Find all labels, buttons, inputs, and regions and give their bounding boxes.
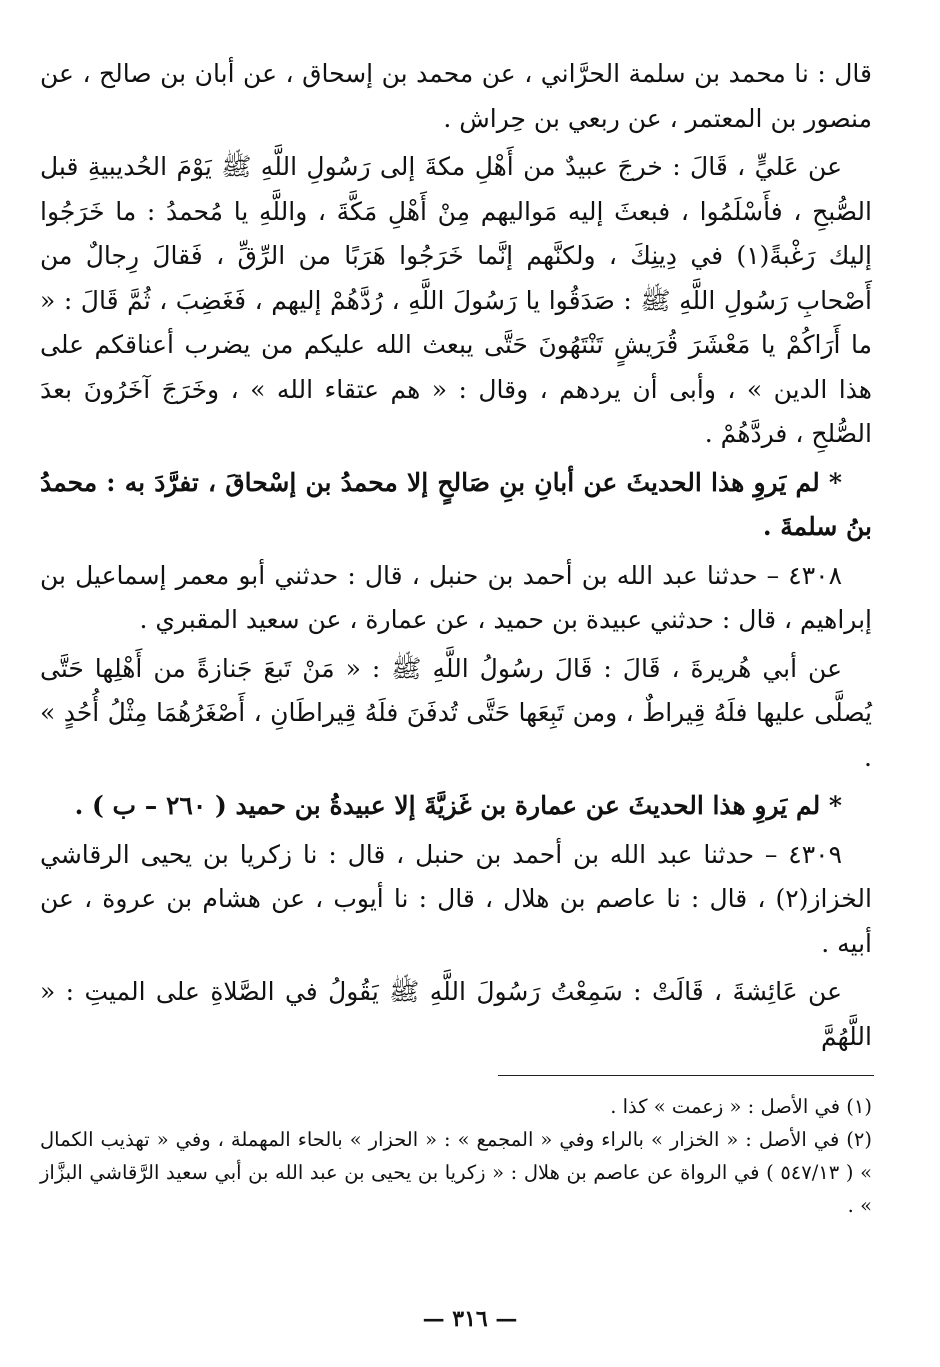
page-body [40, 52, 872, 1063]
footnote-2: (٢) في الأصل : « الخزار » بالراء وفي « المجمع » : « الحزار » بالحاء المهملة ، وفي « تهذيب الكمال » ( ٥٤٧/١٣ ) في الرواة عن عاصم بن هلال : « زكريا بن يحيى بن عبد الله بن أبي سعيد الرَّقاشي البزَّاز » . [40, 1128, 872, 1217]
footnotes [40, 1074, 872, 1222]
hadith-text-abu-hurayra: عن أبي هُريرةَ ، قَالَ : قَالَ رسُولُ اللَّهِ ﷺ : « مَنْ تَبعَ جَنازةً من أَهْلِها حَتَّى يُصلَّى عليها فلَهُ قِيراطٌ ، ومن تَبِعَها حَتَّى تُدفَنَ فلَهُ قِيراطَانِ ، أَصْغَرُهُمَا مِثْلُ أُحُدٍ » . [40, 653, 872, 772]
page-number: — ٣١٦ — [422, 1306, 518, 1332]
footnote-1: (١) في الأصل : « زعمت » كذا . [610, 1095, 872, 1118]
narration-note: * لم يَروِ هذا الحديثَ عن عمارة بن غَزيَّةَ إلا عبيدةُ بن حميد ( ٢٦٠ – ب ) . [74, 791, 842, 820]
narration-note: * لم يَروِ هذا الحديثَ عن أبانِ بنِ صَالحٍ إلا محمدُ بن إسْحاقَ ، تفرَّدَ به : محمدُ بنُ سلمةَ . [40, 467, 872, 541]
hadith-text-aisha: عن عَائِشةَ ، قَالَتْ : سَمِعْتُ رَسُولَ اللَّهِ ﷺ يَقُولُ في الصَّلاةِ على الميتِ : « اللَّهُمَّ [40, 977, 872, 1051]
isnad-paragraph: قال : نا محمد بن سلمة الحرَّاني ، عن محمد بن إسحاق ، عن أبان بن صالح ، عن منصور بن المعتمر ، عن ربعي بن حِراش . [40, 59, 872, 133]
hadith-text-ali: عن عَليٍّ ، قَالَ : خرجَ عبيدٌ من أَهْلِ مكةَ إلى رَسُولِ اللَّهِ ﷺ يَوْمَ الحُديبيةِ قبل الصُّبحِ ، فأَسْلَمُوا ، فبعثَ إليه مَواليهم مِنْ أَهْلِ مَكَّةَ ، واللَّهِ يا مُحمدُ : ما خَرَجُوا إليك رَغْبةً(١) في دِينِكَ ، ولكنَّهم إنَّما خَرَجُوا هَرَبًا من الرِّقِّ ، فَقالَ رِجالٌ من أَصْحابِ رَسُولِ اللَّهِ ﷺ : صَدَقُوا يا رَسُولَ اللَّهِ ، رُدَّهُمْ إليهم ، فَغَضِبَ ، ثُمَّ قَالَ : « ما أَرَاكُمْ يا مَعْشَرَ قُرَيشٍ تَنْتَهُونَ حَتَّى يبعث الله عليكم من يضرب أعناقكم على هذا الدين » ، وأبى أن يردهم ، وقال : « هم عتقاء الله » ، وخَرَجَ آخَرُونَ بعدَ الصُّلحِ ، فردَّهُمْ . [40, 152, 872, 448]
hadith-4308-isnad: ٤٣٠٨ – حدثنا عبد الله بن أحمد بن حنبل ، قال : حدثني أبو معمر إسماعيل بن إبراهيم ، قال : حدثني عبيدة بن حميد ، عن عمارة ، عن سعيد المقبري . [40, 560, 872, 634]
hadith-4309-isnad: ٤٣٠٩ – حدثنا عبد الله بن أحمد بن حنبل ، قال : نا زكريا بن يحيى الرقاشي الخزاز(٢) ، قال : نا عاصم بن هلال ، قال : نا أيوب ، عن هشام بن عروة ، عن أبيه . [40, 839, 872, 958]
